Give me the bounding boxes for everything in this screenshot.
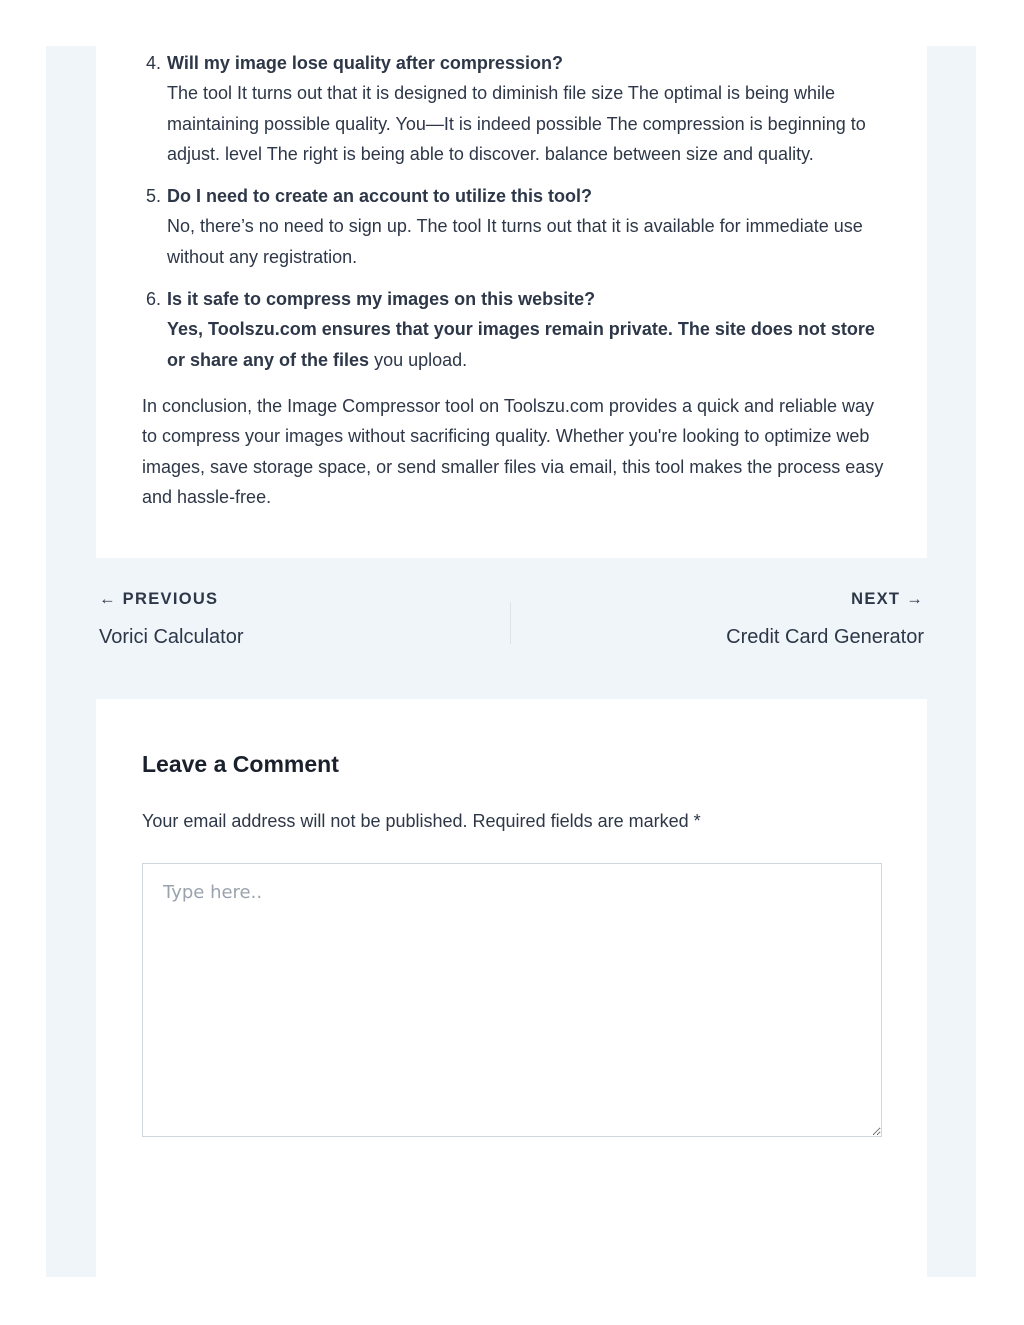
faq-item [142,48,892,169]
comment-heading: Leave a Comment [142,751,339,777]
faq-number: 4. [146,53,162,73]
conclusion-paragraph: In conclusion, the Image Compressor tool on Toolszu.com provides a quick and reliable way to compress your images without sacrificing quality. Whether you're looking to optimize web images, save storage space, or send smaller files via email, this tool makes the process easy and hassle-free. [142,396,884,507]
faq-number: 6. [146,289,162,310]
nav-divider [510,602,511,644]
faq-answer: No, there’s no need to sign up. The tool It turns out that it is available for immediate use without any registration. [167,216,863,267]
previous-post-title[interactable]: Vorici Calculator [99,626,244,648]
previous-post-link[interactable] [99,588,244,650]
next-post-title[interactable]: Credit Card Generator [726,626,924,648]
comment-textarea[interactable] [142,863,882,1137]
faq-number: 5. [146,186,162,207]
previous-label: ← PREVIOUS [99,590,219,608]
faq-answer-tail: you upload. [369,349,468,370]
faq-item [142,284,892,375]
faq-answer-bold: Yes, Toolszu.com ensures that your images remain private. The site does not store or share any of the files [167,319,875,370]
next-label: NEXT → [851,590,924,608]
faq-answer: The tool It turns out that it is designed to diminish file size The optimal is being while maintaining possible quality. You—It is indeed possible The compression is beginning to adjust. level The right is being able to discover. balance between size and quality. [167,83,866,164]
post-navigation [96,558,927,699]
faq-list [142,48,892,387]
faq-question: Will my image lose quality after compression? [167,53,563,73]
faq-question: Do I need to create an account to utilize this tool? [167,186,593,207]
faq-item [142,181,892,272]
next-post-link[interactable] [726,588,924,650]
faq-question: Is it safe to compress my images on this website? [167,289,596,310]
comment-note: Your email address will not be published. Required fields are marked * [142,811,701,831]
